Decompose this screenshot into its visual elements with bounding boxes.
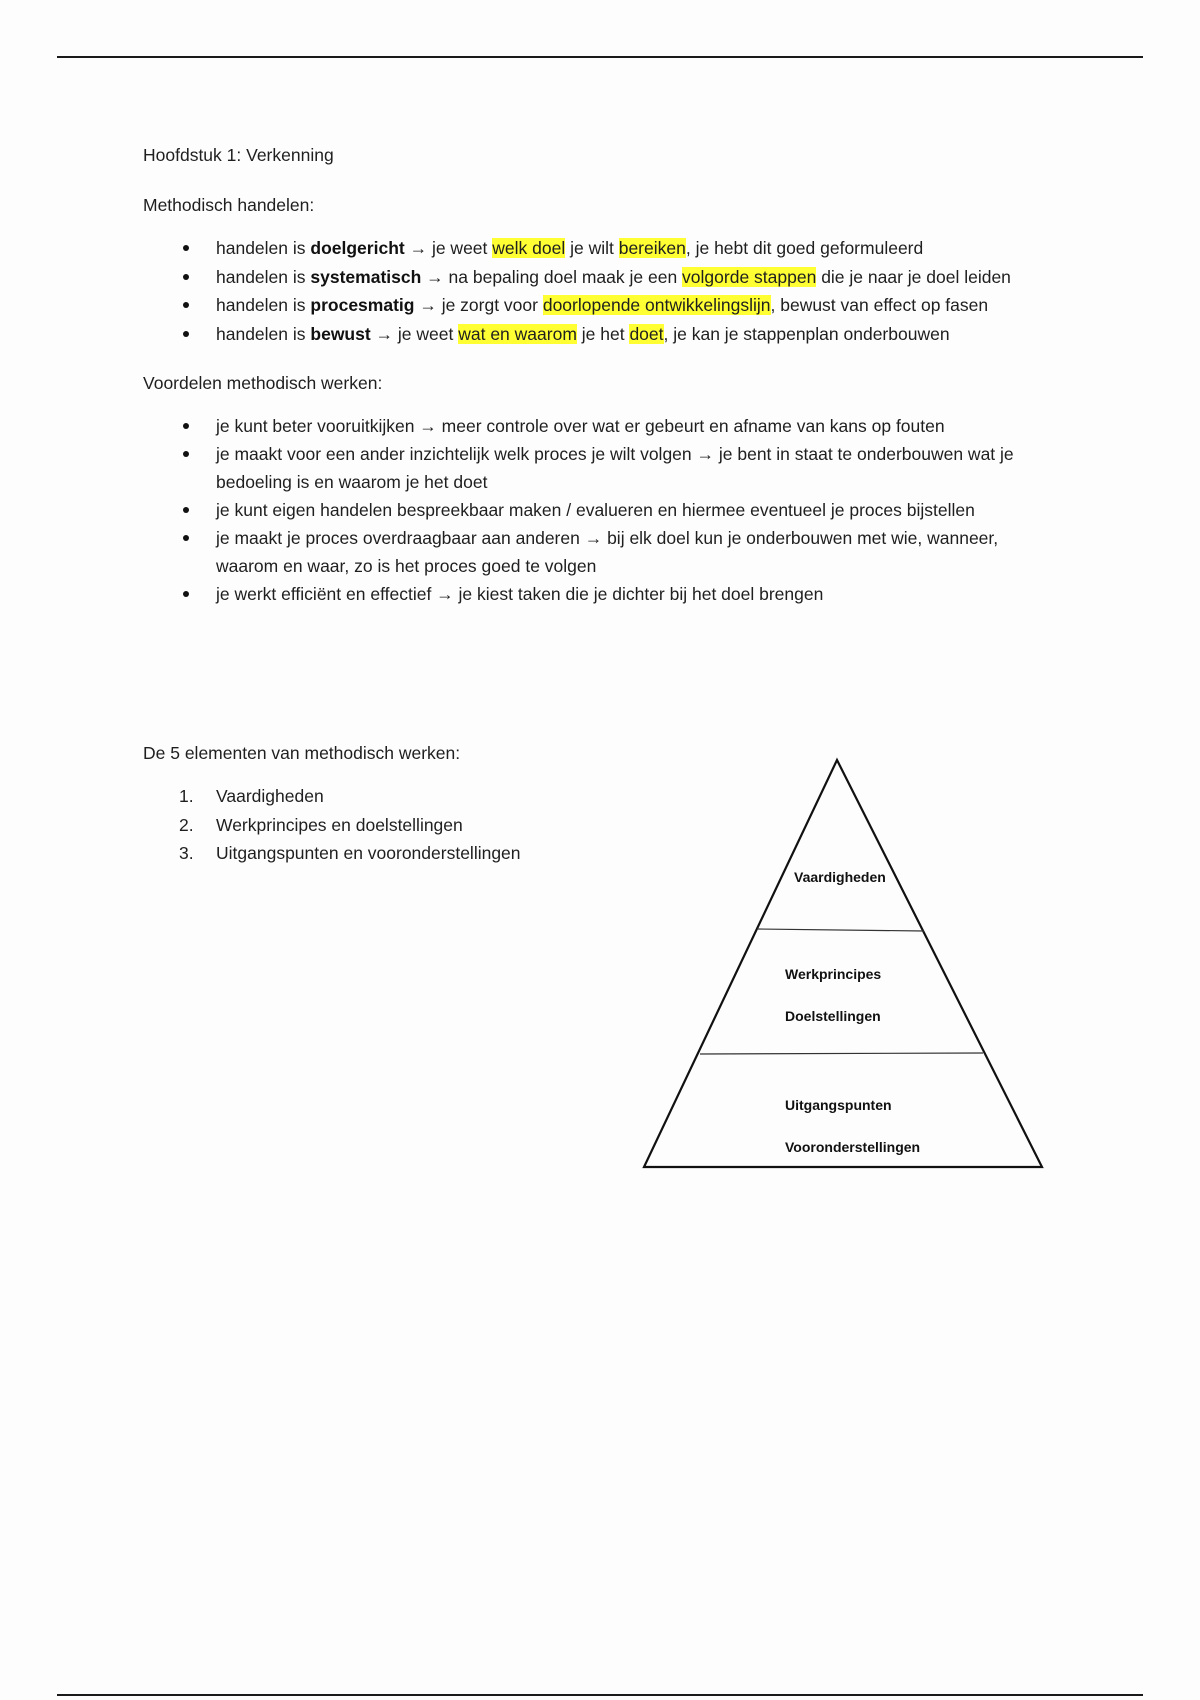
list-item: 2. Werkprincipes en doelstellingen bbox=[179, 814, 463, 835]
pyramid-label-bottom-1: Uitgangspunten bbox=[785, 1097, 892, 1113]
highlight: doet bbox=[629, 323, 664, 344]
list-item: handelen is bewust → je weet wat en waarom je het doet, je kan je stappenplan onderbouwen bbox=[143, 320, 1063, 349]
pyramid-label-top: Vaardigheden bbox=[794, 869, 886, 885]
list-item: 3. Uitgangspunten en vooronderstellingen bbox=[179, 843, 521, 863]
list-item: je werkt efficiënt en effectief → je kiest taken die je dichter bij het doel brengen bbox=[143, 580, 1063, 608]
highlight: wat en waarom bbox=[458, 323, 577, 344]
top-rule bbox=[57, 56, 1143, 58]
pyramid-label-bottom-2: Vooronderstellingen bbox=[785, 1139, 921, 1155]
section-heading-elementen: De 5 elementen van methodisch werken: bbox=[143, 743, 461, 763]
pyramid-divider-bottom bbox=[700, 1053, 983, 1054]
list-item: je maakt voor een ander inzichtelijk welk proces je wilt volgen → je bent in staat te onderbouwen wat je bedoeling is en waarom je het doet bbox=[143, 440, 1063, 496]
highlight: volgorde stappen bbox=[682, 266, 817, 287]
methodisch-handelen-list bbox=[143, 234, 1063, 348]
bottom-rule bbox=[57, 1694, 1143, 1696]
highlight: bereiken bbox=[618, 238, 686, 258]
list-item: je kunt eigen handelen bespreekbaar maken / evalueren en hiermee eventueel je proces bijstellen bbox=[143, 496, 1063, 524]
list-item: je kunt beter vooruitkijken → meer controle over wat er gebeurt en afname van kans op fouten bbox=[143, 412, 1063, 440]
list-item: handelen is procesmatig → je zorgt voor doorlopende ontwikkelingslijn, bewust van effect op fasen bbox=[143, 291, 1063, 320]
pyramid-label-middle-1: Werkprincipes bbox=[785, 966, 882, 982]
section-heading-methodisch-handelen: Methodisch handelen: bbox=[143, 195, 315, 215]
pyramid-diagram bbox=[640, 755, 1050, 1175]
pyramid-divider-top bbox=[757, 929, 924, 931]
pyramid-label-middle-2: Doelstellingen bbox=[785, 1008, 881, 1024]
page-title: Hoofdstuk 1: Verkenning bbox=[143, 145, 334, 165]
highlight: doorlopende ontwikkelingslijn bbox=[542, 295, 771, 315]
list-item: 1. Vaardigheden bbox=[179, 786, 324, 806]
list-item: handelen is systematisch → na bepaling doel maak je een volgorde stappen die je naar je doel leiden bbox=[143, 263, 1063, 292]
section-heading-voordelen: Voordelen methodisch werken: bbox=[143, 373, 383, 393]
highlight: welk doel bbox=[492, 238, 566, 258]
voordelen-list bbox=[143, 412, 1063, 608]
list-item: je maakt je proces overdraagbaar aan anderen → bij elk doel kun je onderbouwen met wie, wanneer, waarom en waar, zo is het proces goed te volgen bbox=[143, 524, 1063, 580]
list-item: handelen is doelgericht → je weet welk doel je wilt bereiken, je hebt dit goed geformuleerd bbox=[143, 234, 1063, 263]
